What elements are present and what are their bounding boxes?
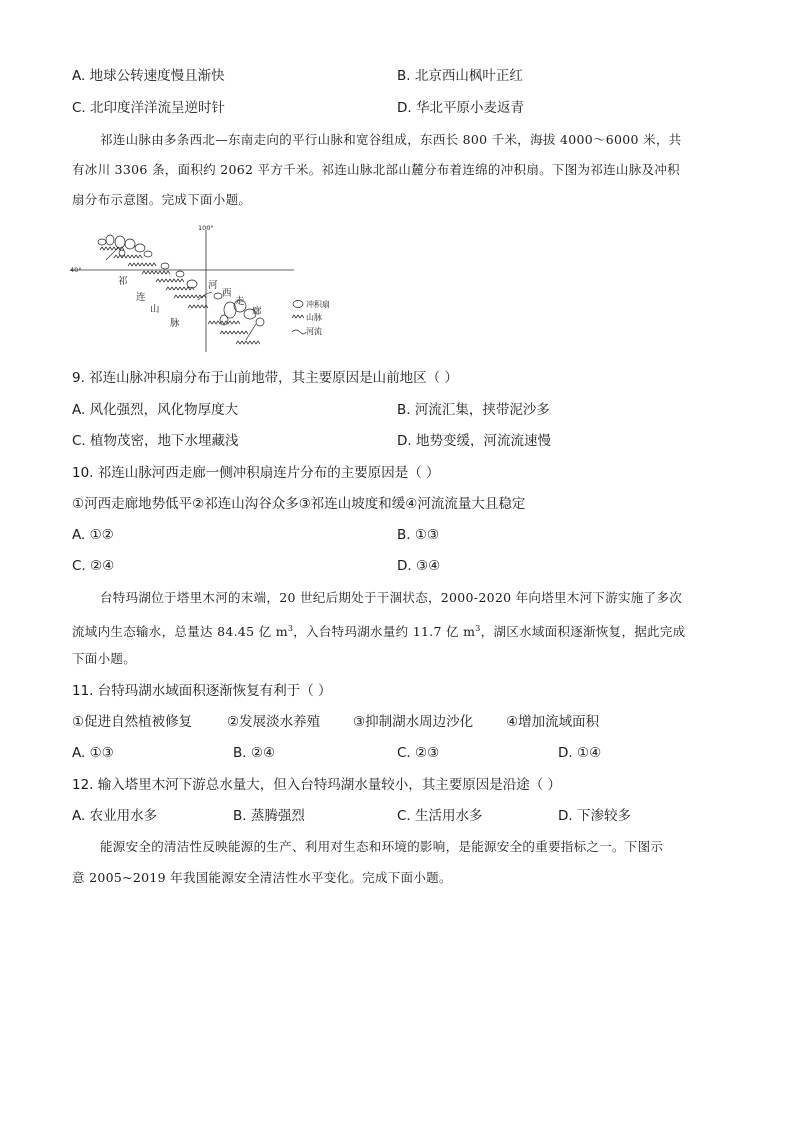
q10-stem: 10. 祁连山脉河西走廊一侧冲积扇连片分布的主要原因是（ ） bbox=[72, 465, 440, 481]
lat-label: 40° bbox=[70, 266, 82, 274]
passage3-line2: 意 2005~2019 年我国能源安全清洁性水平变化。完成下面小题。 bbox=[72, 870, 452, 885]
q9-stem: 9. 祁连山脉冲积扇分布于山前地带，其主要原因是山前地区（ ） bbox=[72, 370, 458, 386]
label-xi: 西 bbox=[222, 288, 232, 299]
label-lang: 廊 bbox=[252, 306, 262, 317]
q12-stem: 12. 输入塔里木河下游总水量大，但入台特玛湖水量较小，其主要原因是沿途（ ） bbox=[72, 777, 562, 793]
q10-option-b: B. ①③ bbox=[397, 527, 440, 543]
q12-option-d: D. 下渗较多 bbox=[558, 808, 631, 824]
label-qi: 祁 bbox=[118, 276, 128, 287]
q11-item-1: ①促进自然植被修复 bbox=[72, 714, 193, 730]
legend-river-label: 河流 bbox=[306, 327, 322, 336]
q10-option-d: D. ③④ bbox=[397, 558, 441, 574]
lon-label: 100° bbox=[198, 224, 214, 232]
passage2-line2: 流域内生态输水，总量达 84.45 亿 $m^3$，入台特玛湖水量约 11.7 亿 $m^3$，湖区水域面积逐渐恢复，据此完成 bbox=[72, 624, 686, 640]
q11-stem: 11. 台特玛湖水域面积逐渐恢复有利于（ ） bbox=[72, 683, 332, 699]
q8-option-b: B. 北京西山枫叶正红 bbox=[397, 68, 523, 84]
label-mai: 脉 bbox=[170, 318, 180, 329]
q8-option-a: A. 地球公转速度慢且渐快 bbox=[72, 68, 225, 84]
q11-item-3: ③抑制湖水周边沙化 bbox=[353, 714, 474, 730]
q9-option-a: A. 风化强烈，风化物厚度大 bbox=[72, 402, 239, 418]
passage2-line1: 台特玛湖位于塔里木河的末端，20 世纪后期处于干涸状态，2000-2020 年向塔里木河下游实施了多次 bbox=[100, 590, 683, 605]
legend-mountain-label: 山脉 bbox=[306, 313, 322, 322]
passage3-line1: 能源安全的清洁性反映能源的生产、利用对生态和环境的影响，是能源安全的重要指标之一。下图示 bbox=[100, 839, 664, 854]
legend-mountain-icon bbox=[292, 315, 304, 318]
q10-option-a: A. ①② bbox=[72, 527, 114, 543]
map-legend bbox=[292, 299, 330, 336]
label-he: 河 bbox=[208, 280, 218, 291]
rivers bbox=[106, 248, 256, 340]
passage1-line2: 有冰川 3306 条，面积约 2062 平方千米。祁连山脉北部山麓分布着连绵的冲积扇。下图为祁连山脉及冲积 bbox=[72, 162, 680, 177]
passage2-line3: 下面小题。 bbox=[72, 651, 137, 666]
q11-option-d: D. ①④ bbox=[558, 745, 602, 761]
q9-option-b: B. 河流汇集，挟带泥沙多 bbox=[397, 402, 550, 418]
q11-option-b: B. ②④ bbox=[233, 745, 276, 761]
q12-option-c: C. 生活用水多 bbox=[397, 808, 483, 824]
passage1-line1: 祁连山脉由多条西北—东南走向的平行山脉和宽谷组成，东西长 800 千米，海拔 4000～6000 米，共 bbox=[100, 132, 682, 147]
q12-option-a: A. 农业用水多 bbox=[72, 808, 158, 824]
q11-option-c: C. ②③ bbox=[397, 745, 440, 761]
q10-items: ①河西走廊地势低平②祁连山沟谷众多③祁连山坡度和缓④河流流量大且稳定 bbox=[72, 496, 526, 512]
q9-option-d: D. 地势变缓，河流流速慢 bbox=[397, 433, 551, 449]
legend-river-icon bbox=[292, 330, 306, 334]
legend-fan-icon bbox=[293, 301, 303, 308]
q8-option-c: C. 北印度洋洋流呈逆时针 bbox=[72, 100, 226, 116]
q11-item-4: ④增加流域面积 bbox=[506, 714, 600, 730]
label-lian: 连 bbox=[136, 292, 146, 303]
q11-option-a: A. ①③ bbox=[72, 745, 114, 761]
label-zou: 走 bbox=[235, 296, 245, 307]
legend-fan-label: 冲积扇 bbox=[306, 300, 330, 309]
q12-option-b: B. 蒸腾强烈 bbox=[233, 808, 305, 824]
q10-option-c: C. ②④ bbox=[72, 558, 115, 574]
q9-option-c: C. 植物茂密，地下水埋藏浅 bbox=[72, 433, 239, 449]
q8-option-d: D. 华北平原小麦返青 bbox=[397, 100, 524, 116]
qilian-map bbox=[70, 222, 340, 357]
label-shan: 山 bbox=[150, 304, 160, 315]
passage1-line3: 扇分布示意图。完成下面小题。 bbox=[72, 192, 252, 207]
q11-item-2: ②发展淡水养殖 bbox=[227, 714, 321, 730]
